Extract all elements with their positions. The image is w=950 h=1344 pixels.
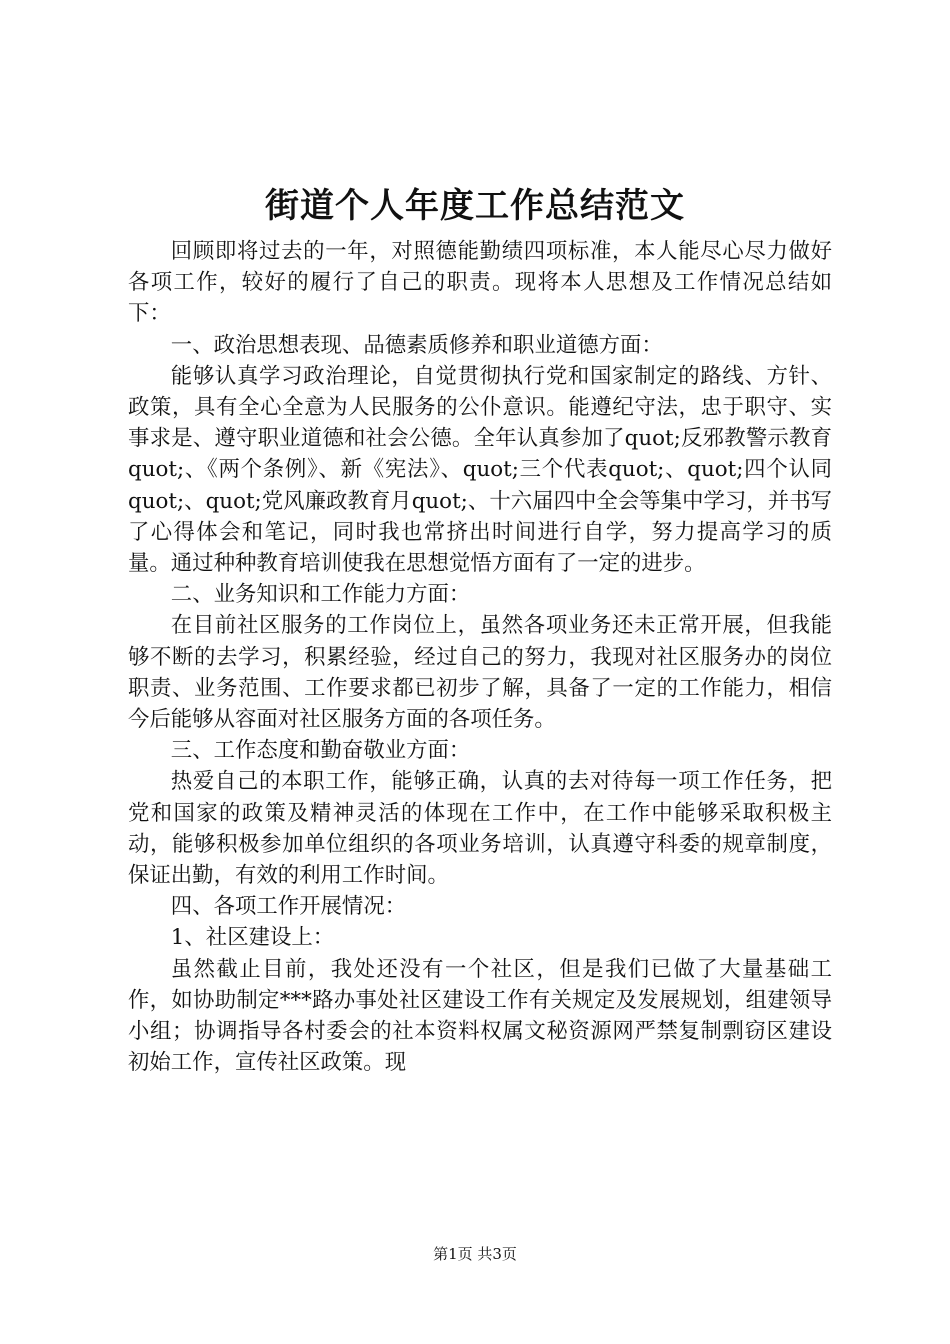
- paragraph-attitude: 热爱自己的本职工作，能够正确，认真的去对待每一项工作任务，把党和国家的政策及精神灵活的体现在工作中，在工作中能够采取积极主动，能够积极参加单位组织的各项业务培训，认真遵守科委的规章制度，保证出勤，有效的利用工作时间。: [128, 769, 832, 889]
- section-heading-ability: 二、业务知识和工作能力方面：: [170, 582, 471, 608]
- section-heading-work: 四、各项工作开展情况：: [170, 894, 407, 920]
- subsection-heading-community: 1、社区建设上：: [170, 925, 335, 951]
- page-number-footer: 第1页 共3页: [433, 1245, 517, 1263]
- document-body: [128, 236, 832, 1078]
- paragraph-ability: 在目前社区服务的工作岗位上，虽然各项业务还未正常开展，但我能够不断的去学习，积累经验，经过自己的努力，我现对社区服务办的岗位职责、业务范围、工作要求都已初步了解，具备了一定的工作能力，相信今后能够从容面对社区服务方面的各项任务。: [128, 613, 832, 733]
- paragraph-intro: 回顾即将过去的一年，对照德能勤绩四项标准，本人能尽心尽力做好各项工作，较好的履行了自己的职责。现将本人思想及工作情况总结如下：: [128, 239, 832, 327]
- document-title: 街道个人年度工作总结范文: [265, 186, 685, 226]
- section-heading-politics: 一、政治思想表现、品德素质修养和职业道德方面：: [170, 332, 663, 358]
- paragraph-community: 虽然截止目前，我处还没有一个社区，但是我们已做了大量基础工作，如协助制定***路办事处社区建设工作有关规定及发展规划，组建领导小组；协调指导各村委会的社本资料权属文秘资源网严禁复制剽窃区建设初始工作，宣传社区政策。现: [128, 956, 832, 1076]
- paragraph-politics: 能够认真学习政治理论，自觉贯彻执行党和国家制定的路线、方针、政策，具有全心全意为人民服务的公仆意识。能遵纪守法，忠于职守、实事求是、遵守职业道德和社会公德。全年认真参加了quot;反邪教警示教育quot;、《两个条例》、新《宪法》、quot;三个代表quot;、quot;四个认同quot;、quot;党风廉政教育月quot;、十六届四中全会等集中学习，并书写了心得体会和笔记，同时我也常挤出时间进行自学，努力提高学习的质量。通过种种教育培训使我在思想觉悟方面有了一定的进步。: [128, 363, 832, 577]
- section-heading-attitude: 三、工作态度和勤奋敬业方面：: [170, 738, 471, 764]
